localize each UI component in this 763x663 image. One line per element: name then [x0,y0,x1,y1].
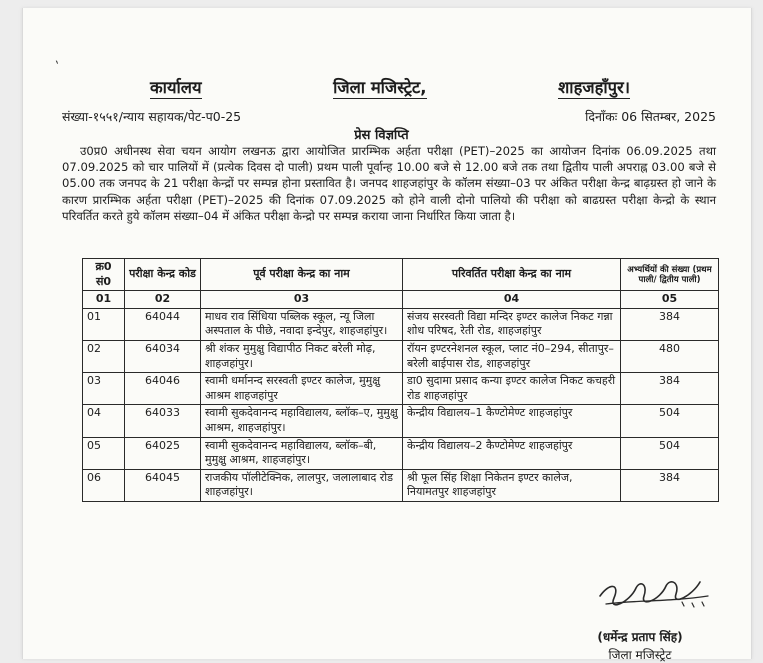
table-row [83,405,719,437]
cell-candidates: 504 [621,405,719,437]
table-row [83,373,719,405]
column-number: 04 [403,291,621,309]
office-title [150,78,630,99]
cell-old-centre: माधव राव सिंधिया पब्लिक स्कूल, न्यू जिला अस्पताल के पीछे, नवादा इन्देपुर, शाहजहांपुर। [201,308,403,340]
cell-sno: 05 [83,437,125,469]
reference-number: संख्या-१५५१/न्याय सहायक/पेट-प0-25 [62,109,242,124]
column-number: 05 [621,291,719,309]
column-number: 01 [83,291,125,309]
table-row [83,469,719,501]
header-code: परीक्षा केन्द्र कोड [125,259,201,291]
table-row [83,340,719,372]
column-number: 03 [201,291,403,309]
cell-code: 64044 [125,308,201,340]
cell-new-centre: केन्द्रीय विद्यालय–2 कैण्टोमेण्ट शाहजहांपुर [403,437,621,469]
column-number: 02 [125,291,201,309]
cell-old-centre: राजकीय पॉलीटेक्निक, लालपुर, जलालाबाद रोड शाहजहांपुर। [201,469,403,501]
column-number-row [83,291,719,309]
body-paragraph: उ0प्र0 अधीनस्थ सेवा चयन आयोग लखनऊ द्वारा आयोजित प्रारम्भिक अर्हता परीक्षा (PET)–2025 का आयोजन दिनांक 06.09.2025 तथा 07.09.2025 को चार पालियों में (प्रत्येक दिवस दो पाली) प्रथम पाली पूर्वान्ह 10.00 बजे से 12.00 बजे तक तथा द्वितीय पाली अपराह्न 03.00 बजे से 05.00 तक जनपद के 21 परीक्षा केन्द्रों पर सम्पन्न होना प्रस्तावित है। जनपद शाहजहांपुर के कॉलम संख्या–03 पर अंकित परीक्षा केन्द्र बाढ़ग्रस्त हो जाने के कारण प्रारम्भिक अर्हता परीक्षा (PET)–2025 की दिनांक 07.09.2025 को होने वाली दोनो पालियो की परीक्षा को बाढग्रस्त परीक्षा केन्द्रो के स्थान परिवर्तित करते हुये कॉलम संख्या–04 में अंकित परीक्षा केन्द्रो पर सम्पन्न कराया जाना निर्धारित किया जाता है। [62,144,716,223]
cell-new-centre: रॉयन इण्टरनेशनल स्कूल, प्लाट नं0–294, सीतापुर–बरेली बाईपास रोड, शाहजहांपुर [403,340,621,372]
reference-line [62,108,716,125]
magistrate-label: जिला मजिस्ट्रेट, [333,78,427,97]
cell-code: 64046 [125,373,201,405]
cell-code: 64045 [125,469,201,501]
signatory-designation: जिला मजिस्ट्रेट [608,648,672,662]
header-sno: क्र0 सं0 [83,259,125,291]
table-header-row [83,259,719,291]
cell-old-centre: स्वामी सुकदेवानन्द महाविद्यालय, ब्लॉक–बी, मुमुक्षु आश्रम, शाहजहांपुर। [201,437,403,469]
signatory-name: (धर्मेन्द्र प्रताप सिंह) [597,630,683,644]
handwritten-signature [596,572,714,618]
pen-mark: ˋ [49,59,62,77]
press-release-title: प्रेस विज्ञप्ति [354,128,409,143]
cell-new-centre: डा0 सुदामा प्रसाद कन्या इण्टर कालेज निकट कचहरी रोड शाहजहांपुर [403,373,621,405]
cell-code: 64025 [125,437,201,469]
cell-sno: 04 [83,405,125,437]
document-date: दिनाँकः 06 सितम्बर, 2025 [585,109,716,124]
cell-code: 64034 [125,340,201,372]
office-label: कार्यालय [150,78,202,97]
cell-old-centre: स्वामी सुकदेवानन्द महाविद्यालय, ब्लॉक–ए, मुमुक्षु आश्रम, शाहजहांपुर। [201,405,403,437]
exam-centre-table [82,258,719,502]
cell-sno: 02 [83,340,125,372]
cell-candidates: 480 [621,340,719,372]
header-new-centre: परिवर्तित परीक्षा केन्द्र का नाम [403,259,621,291]
cell-new-centre: संजय सरस्वती विद्या मन्दिर इण्टर कालेज निकट गन्ना शोध परिषद, रेती रोड, शाहजहांपुर [403,308,621,340]
table-row [83,308,719,340]
cell-candidates: 504 [621,437,719,469]
table-row [83,437,719,469]
header-old-centre: पूर्व परीक्षा केन्द्र का नाम [201,259,403,291]
cell-new-centre: केन्द्रीय विद्यालय–1 कैण्टोमेण्ट शाहजहांपुर [403,405,621,437]
cell-old-centre: श्री शंकर मुमुक्षु विद्यापीठ निकट बरेली मोढ़, शाहजहांपुर। [201,340,403,372]
cell-code: 64033 [125,405,201,437]
cell-old-centre: स्वामी धर्मानन्द सरस्वती इण्टर कालेज, मुमुक्षु आश्रम शाहजहांपुर [201,373,403,405]
cell-candidates: 384 [621,373,719,405]
district-label: शाहजहाँपुर। [558,78,630,97]
cell-sno: 01 [83,308,125,340]
cell-new-centre: श्री फूल सिंह शिक्षा निकेतन इण्टर कालेज, नियामतपुर शाहजहांपुर [403,469,621,501]
cell-candidates: 384 [621,469,719,501]
cell-candidates: 384 [621,308,719,340]
header-candidates: अभ्यर्थियों की संख्या (प्रथम पाली/ द्वितीय पाली) [621,259,719,291]
cell-sno: 03 [83,373,125,405]
cell-sno: 06 [83,469,125,501]
